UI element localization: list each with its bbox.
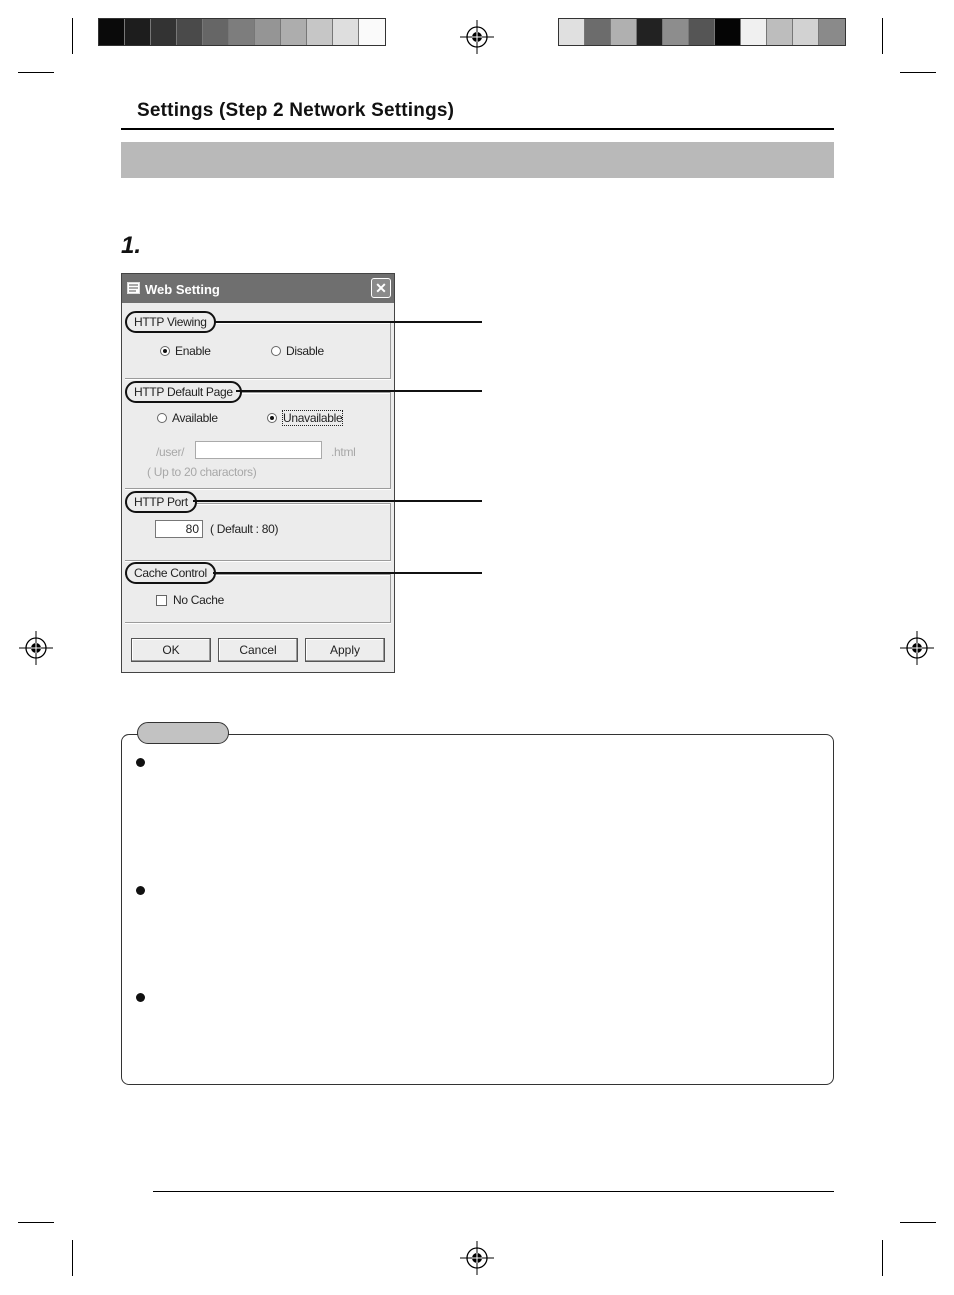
http-viewing-label: HTTP Viewing: [125, 311, 216, 333]
default-page-available-label[interactable]: Available: [172, 411, 218, 425]
callout-line-cache-control: [213, 572, 482, 574]
crop-mark-bottom-left-v: [72, 1240, 73, 1276]
bullet-icon: [136, 993, 145, 1002]
group-border: [390, 392, 391, 488]
registration-mark-icon: [19, 631, 53, 665]
registration-mark-icon: [460, 1241, 494, 1275]
default-page-available-radio[interactable]: [157, 413, 167, 423]
crop-mark-bottom-right-v: [882, 1240, 883, 1276]
crop-mark-top-right-h: [900, 72, 936, 73]
http-default-page-label: HTTP Default Page: [125, 381, 242, 403]
cancel-button[interactable]: Cancel: [218, 638, 298, 662]
group-separator: [125, 622, 391, 624]
footer-rule: [153, 1191, 834, 1192]
section-band: [121, 142, 834, 178]
http-viewing-disable-label[interactable]: Disable: [286, 344, 324, 358]
dialog-title: Web Setting: [145, 282, 220, 297]
group-border: [390, 322, 391, 378]
group-separator: [125, 488, 391, 490]
registration-mark-icon: [900, 631, 934, 665]
bullet-icon: [136, 758, 145, 767]
group-separator: [125, 378, 391, 380]
http-viewing-enable-radio[interactable]: [160, 346, 170, 356]
dialog-titlebar[interactable]: [122, 274, 394, 303]
default-page-unavailable-radio[interactable]: [267, 413, 277, 423]
callout-line-http-port: [193, 500, 482, 502]
http-viewing-disable-radio[interactable]: [271, 346, 281, 356]
dialog-app-icon: [127, 282, 140, 294]
crop-mark-bottom-left-h: [18, 1222, 54, 1223]
default-page-filename-input[interactable]: [195, 441, 322, 459]
default-page-unavailable-label[interactable]: Unavailable: [283, 411, 343, 425]
crop-mark-top-right-v: [882, 18, 883, 54]
web-setting-dialog: [121, 273, 395, 673]
bullet-icon: [136, 886, 145, 895]
no-cache-label[interactable]: No Cache: [173, 593, 224, 607]
callout-line-http-default-page: [236, 390, 482, 392]
gray-swatch-strip-left: [98, 18, 386, 46]
note-box: [121, 734, 834, 1085]
apply-button[interactable]: Apply: [305, 638, 385, 662]
crop-mark-top-left-h: [18, 72, 54, 73]
http-port-label: HTTP Port: [125, 491, 197, 513]
ok-button[interactable]: OK: [131, 638, 211, 662]
http-viewing-enable-label[interactable]: Enable: [175, 344, 211, 358]
default-page-suffix: .html: [331, 445, 356, 459]
note-tab: [137, 722, 229, 744]
http-port-input[interactable]: 80: [155, 520, 203, 538]
group-border: [390, 503, 391, 560]
default-page-hint: ( Up to 20 charactors): [147, 465, 257, 479]
page-title: Settings (Step 2 Network Settings): [137, 100, 455, 121]
cache-control-label: Cache Control: [125, 562, 216, 584]
default-page-prefix: /user/: [156, 445, 185, 459]
group-border: [390, 574, 391, 622]
registration-mark-icon: [460, 20, 494, 54]
step-number: 1.: [121, 232, 142, 259]
http-port-default-text: ( Default : 80): [210, 522, 279, 536]
close-icon[interactable]: ✕: [371, 278, 391, 298]
crop-mark-bottom-right-h: [900, 1222, 936, 1223]
no-cache-checkbox[interactable]: [156, 595, 167, 606]
title-rule: [121, 128, 834, 130]
crop-mark-top-left-v: [72, 18, 73, 54]
gray-swatch-strip-right: [558, 18, 846, 46]
callout-line-http-viewing: [214, 321, 482, 323]
